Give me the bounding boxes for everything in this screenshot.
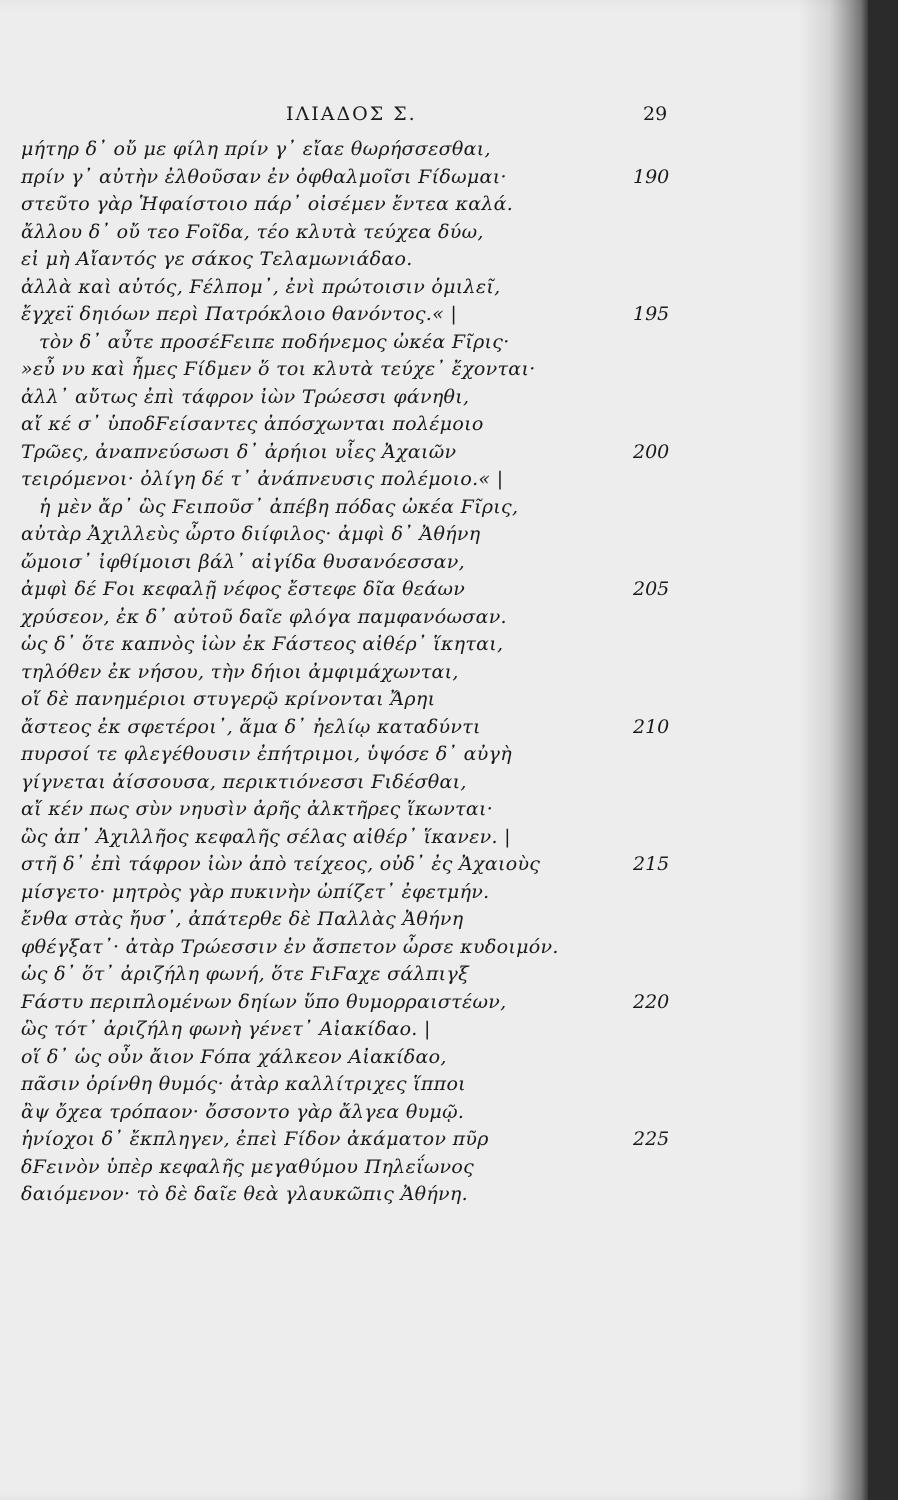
verse-line [21, 521, 661, 549]
verse-text: ἀμφὶ δέ Ϝοι κεφαλῇ νέφος ἔστεφε δῖα θεάων [21, 578, 466, 600]
verse-line [21, 1071, 661, 1099]
verse-line [21, 576, 670, 604]
verse-text: πᾶσιν ὀρίνθη θυμός· ἀτὰρ καλλίτριχες ἵπποι [21, 1073, 466, 1095]
verse-line [21, 384, 661, 412]
verse-text: εἰ μὴ Αἴαντός γε σάκος Τελαμωνιάδαο. [21, 248, 413, 270]
verse-text: αἴ κέ σ᾽ ὑποδϜείσαντες ἀπόσχωνται πολέμοιο [21, 413, 484, 435]
verse-line [21, 686, 661, 714]
verse-line [21, 659, 661, 687]
verse-text: οἵ δὲ πανημέριοι στυγερῷ κρίνονται Ἄρηι [21, 688, 436, 710]
verse-line [21, 1099, 661, 1127]
verse-line [21, 934, 661, 962]
verse-text: ἀλλὰ καὶ αὐτός, Ϝέλπομ᾽, ἐνὶ πρώτοισιν ὁμιλεῖ, [21, 275, 501, 298]
line-number: 225 [633, 1128, 670, 1150]
verse-line [21, 1126, 670, 1154]
verse-line [21, 1154, 661, 1182]
verse-text: ἡνίοχοι δ᾽ ἔκπληγεν, ἐπεὶ Ϝίδον ἀκάματον πῦρ [21, 1128, 489, 1150]
verse-line [21, 246, 661, 274]
verse-line [21, 961, 661, 989]
verse-text: ἄλλου δ᾽ οὔ τεο Ϝοῖδα, τέο κλυτὰ τεύχεα δύω, [21, 220, 484, 243]
verse-line [21, 631, 661, 659]
verse-line [21, 136, 661, 164]
verse-text: δϜεινὸν ὑπὲρ κεφαλῆς μεγαθύμου Πηλεΐωνος [21, 1155, 475, 1178]
verse-block [21, 136, 670, 1209]
verse-line [21, 769, 661, 797]
line-number: 200 [633, 440, 670, 463]
verse-line [21, 329, 661, 357]
verse-line [21, 301, 670, 329]
verse-text: μήτηρ δ᾽ οὔ με φίλη πρίν γ᾽ εἴαε θωρήσσεσθαι, [21, 138, 491, 160]
verse-line [21, 604, 661, 632]
verse-text: Τρῶες, ἀναπνεύσωσι δ᾽ ἀρήιοι υἷες Ἀχαιῶν [21, 440, 457, 463]
verse-text: ὤμοισ᾽ ἰφθίμοισι βάλ᾽ αἰγίδα θυσανόεσσαν, [21, 550, 466, 573]
verse-text: γίγνεται ἀίσσουσα, περικτιόνεσσι Ϝιδέσθαι, [21, 770, 467, 793]
verse-line [21, 741, 661, 769]
verse-text: τειρόμενοι· ὀλίγη δέ τ᾽ ἀνάπνευσις πολέμοιο.« | [21, 468, 504, 490]
verse-line [21, 989, 670, 1017]
verse-line [21, 466, 661, 494]
verse-text: στῆ δ᾽ ἐπὶ τάφρον ἰὼν ἀπὸ τείχεος, οὐδ᾽ ἐς Ἀχαιοὺς [21, 853, 541, 875]
verse-line [21, 164, 670, 192]
verse-line [21, 879, 661, 907]
line-number: 215 [633, 853, 670, 875]
verse-text: ἄστεος ἐκ σφετέροι᾽, ἅμα δ᾽ ἠελίῳ καταδύντι [21, 715, 481, 738]
verse-line [21, 274, 661, 302]
page-edge-shadow [798, 0, 868, 1500]
line-number: 220 [633, 990, 670, 1013]
verse-text: πρίν γ᾽ αὐτὴν ἐλθοῦσαν ἐν ὀφθαλμοῖσι Ϝίδωμαι· [21, 165, 507, 188]
page-number: 29 [643, 103, 668, 125]
verse-line [21, 796, 661, 824]
verse-text: φθέγξατ᾽· ἀτὰρ Τρώεσσιν ἐν ἄσπετον ὦρσε κυδοιμόν. [21, 935, 559, 958]
verse-text: »εὖ νυ καὶ ἧμες Ϝίδμεν ὅ τοι κλυτὰ τεύχε᾽ ἔχονται· [21, 358, 536, 380]
verse-text: μίσγετο· μητρὸς γὰρ πυκινὴν ὠπίζετ᾽ ἐφετμήν. [21, 880, 490, 903]
verse-text: ἔνθα στὰς ἤυσ᾽, ἀπάτερθε δὲ Παλλὰς Ἀθήνη [21, 908, 464, 930]
line-number: 195 [633, 303, 670, 325]
verse-text: ἡ μὲν ἄρ᾽ ὣς Ϝειποῦσ᾽ ἀπέβη πόδας ὠκέα Ϝῖρις, [39, 495, 519, 518]
verse-line [21, 906, 661, 934]
verse-line [21, 219, 661, 247]
verse-text: ὣς τότ᾽ ἀριζήλη φωνὴ γένετ᾽ Αἰακίδαο. | [21, 1018, 431, 1040]
verse-line [21, 1016, 661, 1044]
verse-text: οἵ δ᾽ ὡς οὖν ἄιον Ϝόπα χάλκεον Αἰακίδαο, [21, 1045, 447, 1068]
verse-line [21, 439, 670, 467]
verse-line [21, 494, 661, 522]
line-number: 210 [633, 715, 670, 738]
verse-line [21, 1181, 661, 1209]
verse-text: αἴ κέν πως σὺν νηυσὶν ἀρῆς ἀλκτῆρες ἵκωνται· [21, 798, 494, 820]
verse-text: χρύσεον, ἐκ δ᾽ αὐτοῦ δαῖε φλόγα παμφανόωσαν. [21, 605, 507, 628]
line-number: 190 [633, 165, 670, 188]
verse-text: αὐτὰρ Ἀχιλλεὺς ὦρτο διίφιλος· ἀμφὶ δ᾽ Ἀθήνη [21, 523, 481, 545]
verse-line [21, 714, 670, 742]
verse-text: πυρσοί τε φλεγέθουσιν ἐπήτριμοι, ὑψόσε δ᾽ αὐγὴ [21, 743, 512, 765]
verse-text: Ϝάστυ περιπλομένων δηίων ὕπο θυμορραιστέων, [21, 990, 507, 1013]
verse-text: ὣς ἀπ᾽ Ἀχιλλῆος κεφαλῆς σέλας αἰθέρ᾽ ἵκανεν. | [21, 825, 511, 848]
verse-line [21, 1044, 661, 1072]
verse-text: τηλόθεν ἐκ νήσου, τὴν δήιοι ἀμφιμάχωνται, [21, 660, 459, 683]
verse-line [21, 549, 661, 577]
verse-line [21, 356, 661, 384]
verse-text: ὡς δ᾽ ὅτε καπνὸς ἰὼν ἐκ Ϝάστεος αἰθέρ᾽ ἵκηται, [21, 633, 504, 655]
running-head: ΙΛΙΑΔΟΣ Σ. [286, 103, 417, 125]
verse-text: δαιόμενον· τὸ δὲ δαῖε θεὰ γλαυκῶπις Ἀθήνη. [21, 1183, 468, 1205]
verse-line [21, 824, 661, 852]
verse-text: ἂψ ὄχεα τρόπαον· ὄσσοντο γὰρ ἄλγεα θυμῷ. [21, 1100, 465, 1123]
verse-text: στεῦτο γὰρ Ἡφαίστοιο πάρ᾽ οἰσέμεν ἔντεα καλά. [21, 193, 514, 215]
verse-text: τὸν δ᾽ αὖτε προσέϜειπε ποδήνεμος ὠκέα Ϝῖρις· [39, 330, 510, 353]
verse-line [21, 411, 661, 439]
line-number: 205 [633, 578, 670, 600]
verse-line [21, 851, 670, 879]
verse-text: ὡς δ᾽ ὅτ᾽ ἀριζήλη φωνή, ὅτε ϜιϜαχε σάλπιγξ [21, 963, 469, 985]
verse-line [21, 191, 661, 219]
verse-text: ἔγχεϊ δηιόων περὶ Πατρόκλοιο θανόντος.« | [21, 303, 458, 325]
verse-text: ἀλλ᾽ αὔτως ἐπὶ τάφρον ἰὼν Τρώεσσι φάνηθι, [21, 385, 470, 408]
